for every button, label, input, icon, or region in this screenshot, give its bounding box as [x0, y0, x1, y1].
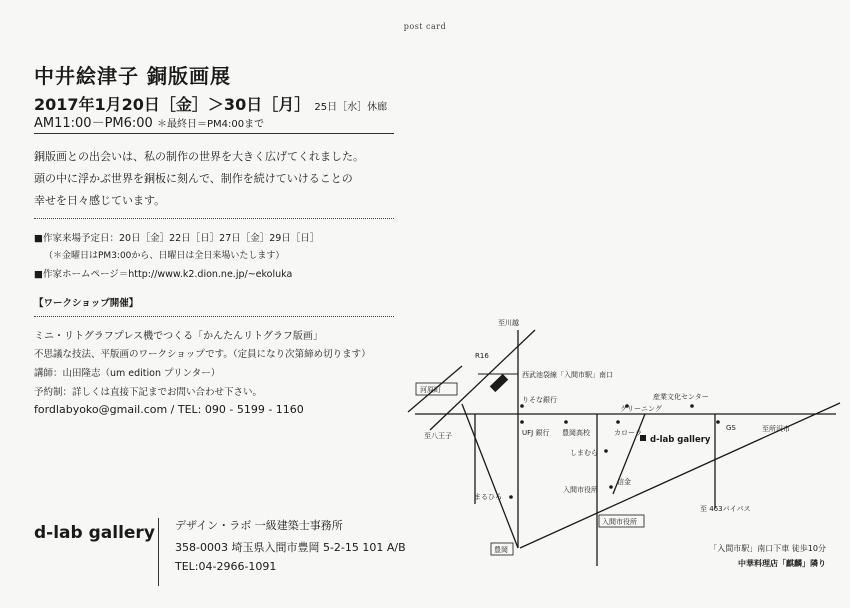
- label-shimamura: しまむら: [570, 449, 598, 457]
- label-kawaramachi: 河原町: [420, 386, 441, 394]
- label-r16: R16: [475, 352, 489, 360]
- label-bypass: 至 463バイパス: [700, 505, 751, 513]
- label-tokorozawa: 至所沢市: [762, 425, 790, 433]
- label-ufj: UFJ 銀行: [522, 429, 550, 437]
- gallery-name: d-lab gallery: [34, 523, 155, 543]
- workshop-title: ミニ・リトグラフプレス機でつくる「かんたんリトグラフ版画」: [34, 331, 323, 342]
- statement-line-1: 銅版画との出会いは、私の制作の世界を大きく広げてくれました。: [34, 150, 364, 163]
- label-cleaning: クリーニング: [620, 405, 662, 413]
- workshop-instructor: 講師：山田隆志（um edition プリンター）: [34, 368, 221, 379]
- hours-note: ＊最終日＝PM4:00まで: [156, 119, 265, 130]
- label-gs: GS: [726, 424, 736, 432]
- label-shinkin: 信金: [617, 478, 631, 486]
- label-seibu: 西武池袋線「入間市駅」南口: [522, 371, 613, 379]
- artist-schedule-note: （＊金曜日はPM3:00から、日曜日は全日来場いたします）: [44, 251, 285, 261]
- label-toyooka-hs: 豊岡高校: [562, 429, 590, 437]
- artist-schedule: ■作家来場予定日：20日［金］22日［日］27日［金］29日［日］: [34, 233, 320, 244]
- label-marumhiro: まるひろ: [474, 493, 502, 501]
- exhibition-title: 中井絵津子 銅版画展: [34, 64, 231, 88]
- hours-main: AM11:00－PM6:00: [34, 116, 153, 131]
- statement-line-3: 幸せを日々感じています。: [34, 194, 166, 207]
- label-kawagoe: 至川越: [498, 319, 519, 327]
- railway-crossing: [490, 374, 509, 392]
- workshop-heading: 【ワークショップ開催】: [34, 298, 139, 309]
- label-kalora: カローラ: [614, 429, 642, 437]
- r16-south: [462, 404, 518, 548]
- date-range: 2017年1月20日［金］＞30日［月］: [34, 95, 311, 114]
- label-resona: りそな銀行: [522, 396, 557, 404]
- gallery-tel: TEL:04-2966-1091: [175, 560, 277, 573]
- diagonal-road: [520, 403, 840, 548]
- label-toyooka-box: 豊岡: [494, 546, 508, 554]
- workshop-contact[interactable]: fordlabyoko@gmail.com / TEL: 090 - 5199 - 1160: [34, 403, 304, 416]
- artist-homepage[interactable]: ■作家ホームページ＝http://www.k2.dion.ne.jp/~ekoluka: [34, 269, 293, 280]
- workshop-description: 不思議な技法、平版画のワークショップです。（定員になり次第締め切ります）: [34, 349, 371, 360]
- access-landmark: 中華料理店「麒麟」隣り: [738, 559, 826, 568]
- company-name: デザイン・ラボ 一級建築士事務所: [175, 519, 343, 532]
- label-gallery: d-lab gallery: [650, 435, 711, 445]
- label-city-office: 入間市役所: [563, 486, 598, 494]
- label-culture-center: 産業文化センター: [653, 393, 709, 401]
- label-city-office-box: 入間市役所: [602, 518, 637, 526]
- postcard-header: post card: [403, 22, 447, 31]
- statement-line-2: 頭の中に浮かぶ世界を銅板に刻んで、制作を続けていけることの: [34, 172, 353, 185]
- workshop-reservation: 予約制：詳しくは直接下記までお問い合わせ下さい。: [34, 387, 263, 398]
- access-directions: 「入間市駅」南口下車 徒歩10分: [709, 544, 826, 553]
- closed-day: 25日［水］休廊: [314, 102, 388, 113]
- label-hachioji: 至八王子: [424, 432, 452, 440]
- gallery-address: 358-0003 埼玉県入間市豊岡 5-2-15 101 A/B: [175, 541, 406, 554]
